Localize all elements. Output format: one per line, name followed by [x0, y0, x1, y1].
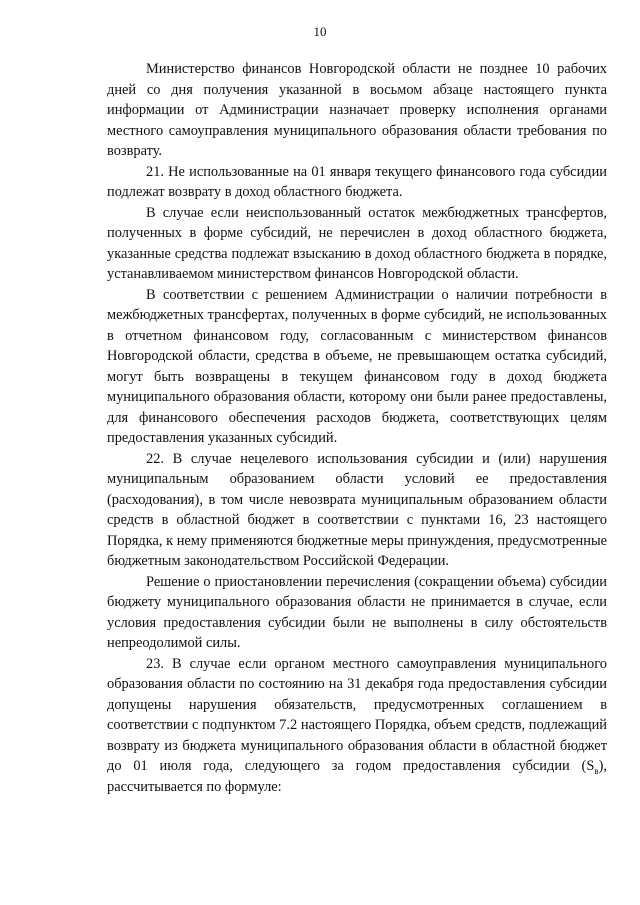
paragraph-23-text: 23. В случае если органом местного самоуправления муниципального образования области по состоянию на 31 декабря года предоставления субсидии допущены нарушения обязательств, предусмотренных соглашением в соответствии с подпунктом 7.2 настоящего Порядка, объем средств, подлежащий возврату из бюджета муниципального образования области в областной бюджет до 01 июля года, следующего за годом предоставления субсидии (S — [107, 655, 607, 774]
paragraph-23-tail: ), рассчитывается по формуле: — [107, 758, 607, 795]
paragraph-22: 22. В случае нецелевого использования субсидии и (или) нарушения муниципальным образованием области условий ее предоставления (расходования), в том числе невозврата муниципальным образованием области средств в областной бюджет в соответствии с пунктами 16, 23 настоящего Порядка, к нему применяются бюджетные меры принуждения, предусмотренные бюджетным законодательством Российской Федерации. — [107, 450, 607, 569]
paragraph-21: 21. Не использованные на 01 января текущего финансового года субсидии подлежат возврату в доход областного бюджета. — [107, 163, 607, 200]
document-body — [107, 59, 607, 797]
page-number: 10 — [313, 24, 327, 39]
formula-subscript: в — [594, 765, 599, 776]
paragraph-administration-decision: В соответствии с решением Администрации о наличии потребности в межбюджетных трансфертах, полученных в форме субсидий, не использованных в отчетном финансовом году, согласованным с министерством финансов Новгородской области, средства в объеме, не превышающем остатка субсидий, могут быть возвращены в текущем финансовом году в доход бюджета муниципального образования области, которому они были ранее предоставлены, для финансового обеспечения расходов бюджета, соответствующих целям предоставления указанных субсидий. — [107, 286, 607, 446]
paragraph-unused-balance: В случае если неиспользованный остаток межбюджетных трансфертов, полученных в форме субсидий, не перечислен в доход областного бюджета, указанные средства подлежат взысканию в доход областного бюджета в порядке, устанавливаемом министерством финансов Новгородской области. — [107, 204, 607, 282]
paragraph-23 — [107, 654, 607, 798]
paragraph-ministry-check: Министерство финансов Новгородской области не позднее 10 рабочих дней со дня получения указанной в восьмом абзаце настоящего пункта информации от Администрации назначает проверку исполнения органами местного самоуправления муниципального образования области требования по возврату. — [107, 61, 607, 159]
paragraph-suspension-decision: Решение о приостановлении перечисления (сокращении объема) субсидии бюджету муниципального образования области не принимается в случае, если условия предоставления субсидии были не выполнены в силу обстоятельств непреодолимой силы. — [107, 573, 607, 651]
